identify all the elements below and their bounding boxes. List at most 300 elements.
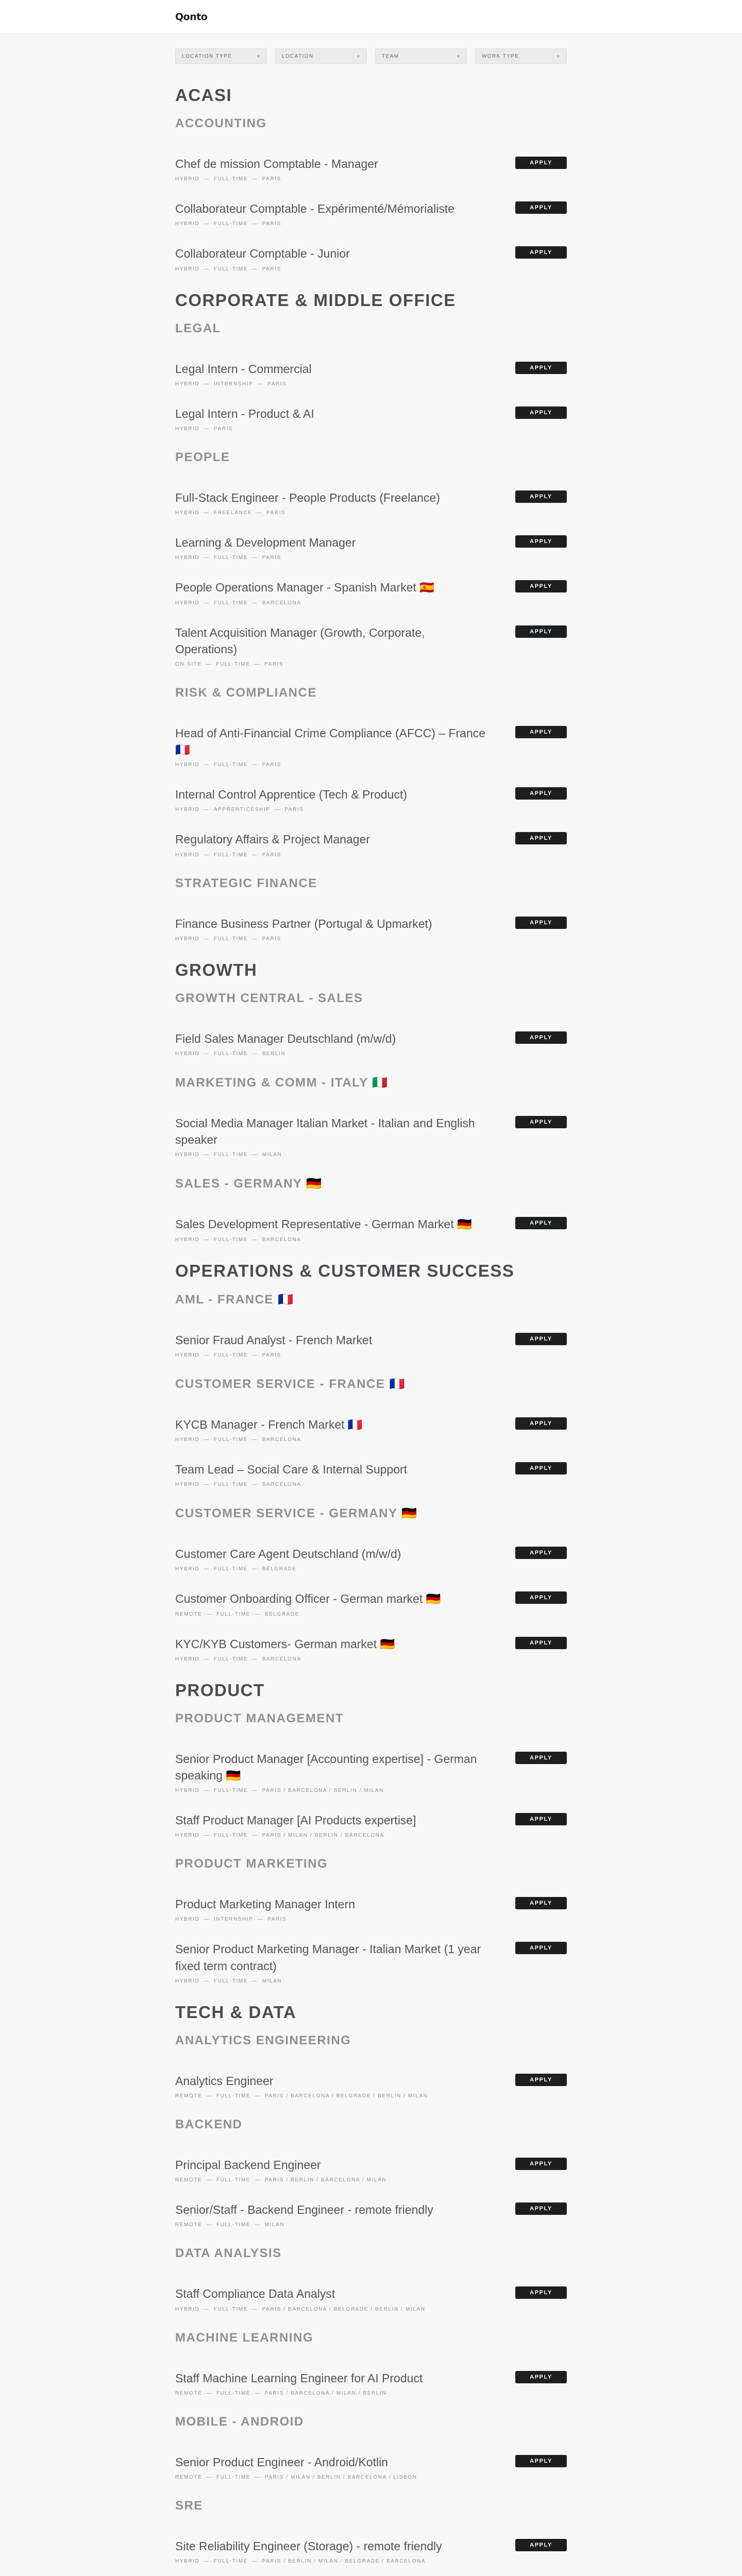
department-title: PRODUCT [175, 1680, 265, 1700]
job-title-link[interactable]: Collaborateur Comptable - Junior [175, 247, 350, 261]
job-title-link[interactable]: Field Sales Manager Deutschland (m/w/d) [175, 1031, 396, 1045]
job-meta-tag: FULL-TIME [216, 661, 250, 667]
department-section [175, 291, 567, 942]
job-meta-tag: FULL-TIME [216, 1611, 251, 1617]
meta-separator: — [206, 661, 212, 667]
job-meta-tag: HYBRID [175, 1352, 200, 1358]
job-meta-tag: FULL-TIME [214, 1152, 248, 1158]
meta-separator: — [204, 555, 210, 561]
chevron-down-icon: ▾ [357, 53, 360, 59]
job-posting [175, 725, 567, 768]
job-meta [175, 1437, 490, 1443]
job-title-link[interactable]: Senior Fraud Analyst - French Market [175, 1333, 373, 1347]
job-meta [175, 1978, 490, 1984]
team-title: CUSTOMER SERVICE - GERMANY 🇩🇪 [175, 1506, 418, 1521]
meta-separator: — [204, 762, 210, 768]
apply-button[interactable]: APPLY [515, 2286, 567, 2299]
meta-separator: — [204, 1788, 210, 1794]
job-info [175, 786, 490, 812]
team-section [175, 686, 567, 858]
apply-button[interactable]: APPLY [515, 1217, 567, 1229]
apply-button[interactable]: APPLY [515, 832, 567, 844]
team-section [175, 991, 567, 1057]
meta-separator: — [252, 221, 258, 227]
job-meta [175, 266, 490, 272]
filter-label: TEAM [382, 53, 399, 59]
job-meta-tag: MILAN [264, 2222, 285, 2228]
apply-button[interactable]: APPLY [515, 1547, 567, 1559]
job-meta-tag: HYBRID [175, 1152, 200, 1158]
meta-separator: — [252, 1352, 258, 1358]
department-section [175, 1261, 567, 1662]
department-title: TECH & DATA [175, 2002, 297, 2022]
meta-separator: — [204, 1656, 210, 1662]
job-meta-tag: HYBRID [175, 807, 200, 813]
meta-separator: — [204, 2558, 210, 2565]
job-posting [175, 1546, 567, 1572]
team-title: ANALYTICS ENGINEERING [175, 2033, 351, 2047]
job-meta-tag: PARIS [262, 221, 281, 227]
job-meta-tag: HYBRID [175, 936, 200, 942]
job-posting [175, 1332, 567, 1358]
job-title-link[interactable]: Staff Product Manager [AI Products expertise] [175, 1814, 416, 1827]
department-title: OPERATIONS & CUSTOMER SUCCESS [175, 1261, 515, 1280]
job-meta-tag: FULL-TIME [214, 555, 248, 561]
job-info [175, 1812, 490, 1838]
apply-button[interactable]: APPLY [515, 580, 567, 592]
job-posting [175, 1461, 567, 1487]
job-posting [175, 1115, 567, 1158]
meta-separator: — [255, 2222, 261, 2228]
team-section [175, 1292, 567, 1358]
job-meta-tag: FULL-TIME [216, 2222, 251, 2228]
job-title-link[interactable]: KYC/KYB Customers- German market 🇩🇪 [175, 1637, 395, 1651]
job-meta-tag: HYBRID [175, 1978, 200, 1984]
job-meta-tag: BELGRADE [262, 1566, 297, 1572]
job-posting [175, 916, 567, 942]
team-section [175, 1857, 567, 1984]
job-title-link[interactable]: Talent Acquisition Manager (Growth, Corporate, Operations) [175, 625, 425, 656]
job-meta-tag: FREELANCE [214, 510, 252, 516]
meta-separator: — [255, 2177, 261, 2183]
job-meta [175, 1788, 490, 1793]
meta-separator: — [204, 1152, 210, 1158]
job-info [175, 1751, 490, 1793]
job-meta-tag: PARIS [262, 1352, 281, 1358]
team-title: PRODUCT MARKETING [175, 1857, 328, 1871]
meta-separator: — [252, 1656, 258, 1662]
meta-separator: — [204, 1833, 210, 1839]
apply-button[interactable]: APPLY [515, 1942, 567, 1954]
meta-separator: — [252, 2558, 258, 2565]
filter-dropdown[interactable] [175, 48, 267, 64]
job-title-link[interactable]: Finance Business Partner (Portugal & Upmarket) [175, 917, 432, 930]
job-title-link[interactable]: Customer Onboarding Officer - German market 🇩🇪 [175, 1592, 441, 1606]
job-meta-tag: HYBRID [175, 176, 200, 182]
apply-button[interactable]: APPLY [515, 1897, 567, 1909]
job-meta [175, 1237, 490, 1243]
meta-separator: — [252, 1236, 258, 1243]
job-posting [175, 2201, 567, 2228]
job-posting [175, 579, 567, 605]
job-info [175, 534, 490, 561]
job-info [175, 245, 490, 272]
team-section [175, 2415, 567, 2480]
meta-separator: — [204, 221, 210, 227]
job-meta-tag: FULL-TIME [214, 852, 248, 858]
job-title-link[interactable]: Internal Control Apprentice (Tech & Product) [175, 788, 408, 802]
job-posting [175, 1030, 567, 1057]
job-meta [175, 2222, 490, 2228]
job-info [175, 1896, 490, 1922]
meta-separator: — [206, 2474, 212, 2480]
job-meta [175, 762, 490, 768]
meta-separator: — [204, 1978, 210, 1984]
team-section [175, 321, 567, 432]
job-meta-tag: PARIS [262, 936, 281, 942]
meta-separator: — [252, 1788, 258, 1794]
job-title-link[interactable]: Sales Development Representative - German Market 🇩🇪 [175, 1217, 472, 1231]
apply-button[interactable]: APPLY [515, 1462, 567, 1475]
team-title: DATA ANALYSIS [175, 2246, 282, 2261]
team-title: CUSTOMER SERVICE - FRANCE 🇫🇷 [175, 1377, 406, 1391]
job-posting [175, 156, 567, 182]
job-meta [175, 1566, 490, 1572]
job-meta-tag: BARCELONA [262, 1656, 301, 1662]
job-title-link[interactable]: Senior/Staff - Backend Engineer - remote friendly [175, 2203, 433, 2217]
job-meta-tag: APPRENTICESHIP [214, 807, 271, 813]
job-info [175, 1590, 490, 1617]
job-title-link[interactable]: Head of Anti-Financial Crime Compliance (AFCC) – France 🇫🇷 [175, 726, 486, 757]
job-meta-tag: HYBRID [175, 1051, 200, 1057]
job-info [175, 2454, 490, 2480]
job-posting [175, 1216, 567, 1242]
job-meta-tag: PARIS [262, 762, 281, 768]
team-title: ACCOUNTING [175, 116, 267, 130]
main-content [175, 34, 567, 2564]
meta-separator: — [252, 1833, 258, 1839]
filter-label: LOCATION TYPE [182, 53, 232, 59]
job-meta-tag: PARIS / BARCELONA / BERLIN / MILAN [262, 1788, 384, 1794]
job-info [175, 2201, 490, 2228]
meta-separator: — [204, 426, 210, 432]
team-title: PEOPLE [175, 450, 230, 464]
job-meta-tag: PARIS / MILAN / BERLIN / BARCELONA [262, 1833, 384, 1839]
job-list [175, 86, 567, 2564]
meta-separator: — [204, 1051, 210, 1057]
apply-button[interactable]: APPLY [515, 1116, 567, 1128]
team-title: MACHINE LEARNING [175, 2330, 313, 2345]
job-title-link[interactable]: Team Lead – Social Care & Internal Support [175, 1462, 408, 1476]
meta-separator: — [255, 2390, 261, 2396]
job-meta-tag: HYBRID [175, 1788, 200, 1794]
department-title: ACASI [175, 86, 232, 105]
job-meta-tag: FULL-TIME [214, 1236, 248, 1243]
job-title-link[interactable]: Staff Machine Learning Engineer for AI Product [175, 2371, 423, 2385]
job-meta-tag: PARIS / BARCELONA / BELGRADE / BERLIN / MILAN [264, 2093, 428, 2099]
filter-dropdown[interactable] [275, 48, 367, 64]
team-title: SRE [175, 2498, 203, 2513]
apply-button[interactable]: APPLY [515, 490, 567, 503]
job-meta-tag: FULL-TIME [214, 1436, 248, 1443]
job-meta-tag: BARCELONA [262, 1436, 301, 1443]
job-meta [175, 600, 490, 606]
meta-separator: — [252, 1978, 258, 1984]
meta-separator: — [206, 2390, 212, 2396]
meta-separator: — [204, 266, 210, 272]
job-info [175, 2157, 490, 2183]
meta-separator: — [252, 936, 258, 942]
team-title: PRODUCT MANAGEMENT [175, 1711, 344, 1725]
job-meta-tag: FULL-TIME [216, 2093, 251, 2099]
team-title: BACKEND [175, 2117, 243, 2131]
job-info [175, 2073, 490, 2099]
apply-button[interactable]: APPLY [515, 246, 567, 259]
job-meta-tag: FULL-TIME [214, 600, 248, 606]
apply-button[interactable]: APPLY [515, 625, 567, 638]
job-meta [175, 2558, 490, 2564]
job-posting [175, 831, 567, 857]
job-info [175, 1115, 490, 1158]
job-meta [175, 510, 490, 516]
team-title: GROWTH CENTRAL - SALES [175, 991, 363, 1005]
meta-separator: — [204, 1352, 210, 1358]
meta-separator: — [204, 807, 210, 813]
apply-button[interactable]: APPLY [515, 1813, 567, 1825]
job-meta-tag: PARIS / BARCELONA / MILAN / BERLIN [264, 2390, 387, 2396]
apply-button[interactable]: APPLY [515, 2202, 567, 2215]
apply-button[interactable]: APPLY [515, 1637, 567, 1649]
chevron-down-icon: ▾ [257, 53, 260, 59]
job-meta-tag: PARIS [264, 661, 284, 667]
apply-button[interactable]: APPLY [515, 157, 567, 169]
job-posting [175, 1812, 567, 1838]
apply-button[interactable]: APPLY [515, 1417, 567, 1430]
meta-separator: — [252, 555, 258, 561]
job-info [175, 916, 490, 942]
filter-dropdown[interactable] [375, 48, 467, 64]
job-meta-tag: HYBRID [175, 1566, 200, 1572]
job-posting [175, 534, 567, 561]
job-title-link[interactable]: Regulatory Affairs & Project Manager [175, 833, 370, 846]
job-info [175, 361, 490, 387]
job-posting [175, 489, 567, 516]
apply-button[interactable]: APPLY [515, 1333, 567, 1345]
job-info [175, 1416, 490, 1443]
job-meta-tag: BARCELONA [262, 600, 301, 606]
job-meta-tag: BERLIN [262, 1051, 286, 1057]
meta-separator: — [204, 1566, 210, 1572]
team-section [175, 876, 567, 942]
job-title-link[interactable]: Chef de mission Comptable - Manager [175, 157, 378, 171]
job-info [175, 831, 490, 857]
job-meta-tag: HYBRID [175, 381, 200, 387]
team-section [175, 116, 567, 272]
job-meta [175, 662, 490, 667]
job-meta-tag: HYBRID [175, 762, 200, 768]
apply-button[interactable]: APPLY [515, 726, 567, 738]
team-title: RISK & COMPLIANCE [175, 685, 317, 700]
team-section [175, 2033, 567, 2099]
team-title: STRATEGIC FINANCE [175, 876, 317, 890]
job-meta [175, 1656, 490, 1662]
job-meta-tag: HYBRID [175, 555, 200, 561]
job-meta-tag: HYBRID [175, 1436, 200, 1443]
job-title-link[interactable]: Analytics Engineer [175, 2074, 274, 2088]
job-meta-tag: FULL-TIME [214, 2558, 248, 2565]
apply-button[interactable]: APPLY [515, 917, 567, 929]
team-section [175, 1711, 567, 1839]
job-meta-tag: FULL-TIME [214, 1566, 248, 1572]
job-meta-tag: HYBRID [175, 510, 200, 516]
apply-button[interactable]: APPLY [515, 535, 567, 548]
apply-button[interactable]: APPLY [515, 201, 567, 214]
job-title-link[interactable]: Customer Care Agent Deutschland (m/w/d) [175, 1547, 401, 1561]
team-section [175, 2499, 567, 2564]
filter-dropdown[interactable] [475, 48, 567, 64]
job-posting [175, 1590, 567, 1617]
job-meta-tag: HYBRID [175, 1833, 200, 1839]
job-meta-tag: PARIS [262, 555, 281, 561]
meta-separator: — [255, 2093, 261, 2099]
job-meta [175, 2391, 490, 2396]
job-info [175, 1030, 490, 1057]
team-title: SALES - GERMANY 🇩🇪 [175, 1177, 323, 1191]
team-section [175, 1377, 567, 1487]
job-title-link[interactable]: Site Reliability Engineer (Storage) - remote friendly [175, 2539, 442, 2553]
apply-button[interactable]: APPLY [515, 2074, 567, 2086]
apply-button[interactable]: APPLY [515, 787, 567, 800]
apply-button[interactable]: APPLY [515, 406, 567, 419]
job-posting [175, 1636, 567, 1662]
job-title-link[interactable]: KYCB Manager - French Market 🇫🇷 [175, 1417, 363, 1431]
job-info [175, 2538, 490, 2564]
job-meta-tag: HYBRID [175, 2306, 200, 2312]
department-title: GROWTH [175, 960, 258, 979]
job-posting [175, 2370, 567, 2396]
team-section [175, 2117, 567, 2228]
job-meta-tag: HYBRID [175, 1236, 200, 1243]
job-meta [175, 1833, 490, 1838]
job-meta-tag: HYBRID [175, 221, 200, 227]
meta-separator: — [206, 1611, 212, 1617]
job-meta-tag: PARIS [262, 266, 281, 272]
job-info [175, 1332, 490, 1358]
job-meta-tag: FULL-TIME [214, 1656, 248, 1662]
apply-button[interactable]: APPLY [515, 362, 567, 374]
job-meta-tag: FULL-TIME [214, 1833, 248, 1839]
team-title: LEGAL [175, 321, 221, 335]
filter-label: WORK TYPE [482, 53, 519, 59]
job-meta-tag: HYBRID [175, 852, 200, 858]
job-meta-tag: HYBRID [175, 1482, 200, 1488]
job-meta-tag: FULL-TIME [216, 2474, 251, 2480]
job-meta-tag: INTERNSHIP [214, 381, 254, 387]
job-meta-tag: FULL-TIME [214, 936, 248, 942]
apply-button[interactable]: APPLY [515, 2539, 567, 2551]
job-meta [175, 221, 490, 227]
job-meta-tag: HYBRID [175, 1656, 200, 1662]
job-title-link[interactable]: Collaborateur Comptable - Expérimenté/Mémorialiste [175, 202, 455, 216]
job-meta-tag: REMOTE [175, 2390, 203, 2396]
meta-separator: — [206, 2177, 212, 2183]
job-title-link[interactable]: Product Marketing Manager Intern [175, 1897, 356, 1911]
job-meta-tag: REMOTE [175, 2093, 203, 2099]
job-posting [175, 786, 567, 812]
job-meta-tag: FULL-TIME [214, 176, 248, 182]
filter-bar [175, 48, 567, 64]
apply-button[interactable]: APPLY [515, 2371, 567, 2383]
job-meta-tag: FULL-TIME [214, 221, 248, 227]
qonto-logo[interactable]: Qonto [175, 11, 208, 23]
apply-button[interactable]: APPLY [515, 2158, 567, 2170]
job-info [175, 2370, 490, 2396]
job-posting [175, 2454, 567, 2480]
apply-button[interactable]: APPLY [515, 1031, 567, 1044]
job-meta [175, 1482, 490, 1487]
job-title-link[interactable]: Staff Compliance Data Analyst [175, 2287, 335, 2301]
job-title-link[interactable]: Senior Product Marketing Manager - Italian Market (1 year fixed term contract) [175, 1942, 481, 1973]
meta-separator: — [204, 936, 210, 942]
meta-separator: — [204, 176, 210, 182]
job-meta-tag: HYBRID [175, 1917, 200, 1923]
job-meta [175, 1051, 490, 1057]
apply-button[interactable]: APPLY [515, 1752, 567, 1764]
job-meta-tag: FULL-TIME [214, 1482, 248, 1488]
job-meta [175, 1917, 490, 1922]
job-meta-tag: BELGRADE [264, 1611, 299, 1617]
meta-separator: — [204, 852, 210, 858]
job-info [175, 1216, 490, 1242]
job-meta [175, 1612, 490, 1617]
job-title-link[interactable]: Social Media Manager Italian Market - Italian and English speaker [175, 1116, 475, 1147]
job-meta-tag: FULL-TIME [214, 762, 248, 768]
job-meta-tag: HYBRID [175, 266, 200, 272]
job-title-link[interactable]: Senior Product Engineer - Android/Kotlin [175, 2455, 388, 2469]
job-meta-tag: PARIS [267, 1917, 287, 1923]
job-meta [175, 1152, 490, 1158]
job-title-link[interactable]: Legal Intern - Product & AI [175, 406, 314, 420]
meta-separator: — [252, 1436, 258, 1443]
job-meta-tag: PARIS [284, 807, 304, 813]
job-meta [175, 807, 490, 812]
job-posting [175, 2073, 567, 2099]
apply-button[interactable]: APPLY [515, 2455, 567, 2467]
job-meta-tag: FULL-TIME [216, 2177, 251, 2183]
job-meta-tag: REMOTE [175, 2474, 203, 2480]
job-meta-tag: FULL-TIME [214, 1352, 248, 1358]
job-meta [175, 2177, 490, 2183]
job-meta-tag: ON-SITE [175, 661, 202, 667]
job-info [175, 725, 490, 768]
job-title-link[interactable]: Senior Product Manager [Accounting expertise] - German speaking 🇩🇪 [175, 1752, 477, 1782]
job-title-link[interactable]: Legal Intern - Commercial [175, 362, 312, 376]
job-meta [175, 2093, 490, 2099]
job-title-link[interactable]: Full-Stack Engineer - People Products (Freelance) [175, 490, 440, 504]
job-meta-tag: MILAN [262, 1152, 282, 1158]
job-meta-tag: REMOTE [175, 2222, 203, 2228]
apply-button[interactable]: APPLY [515, 1591, 567, 1604]
job-posting [175, 1751, 567, 1793]
meta-separator: — [206, 2093, 212, 2099]
team-section [175, 1176, 567, 1242]
job-info [175, 2285, 490, 2312]
job-title-link[interactable]: People Operations Manager - Spanish Market 🇪🇸 [175, 581, 434, 595]
job-meta [175, 852, 490, 858]
job-title-link[interactable]: Learning & Development Manager [175, 536, 356, 550]
job-title-link[interactable]: Principal Backend Engineer [175, 2158, 321, 2172]
meta-separator: — [204, 1236, 210, 1243]
